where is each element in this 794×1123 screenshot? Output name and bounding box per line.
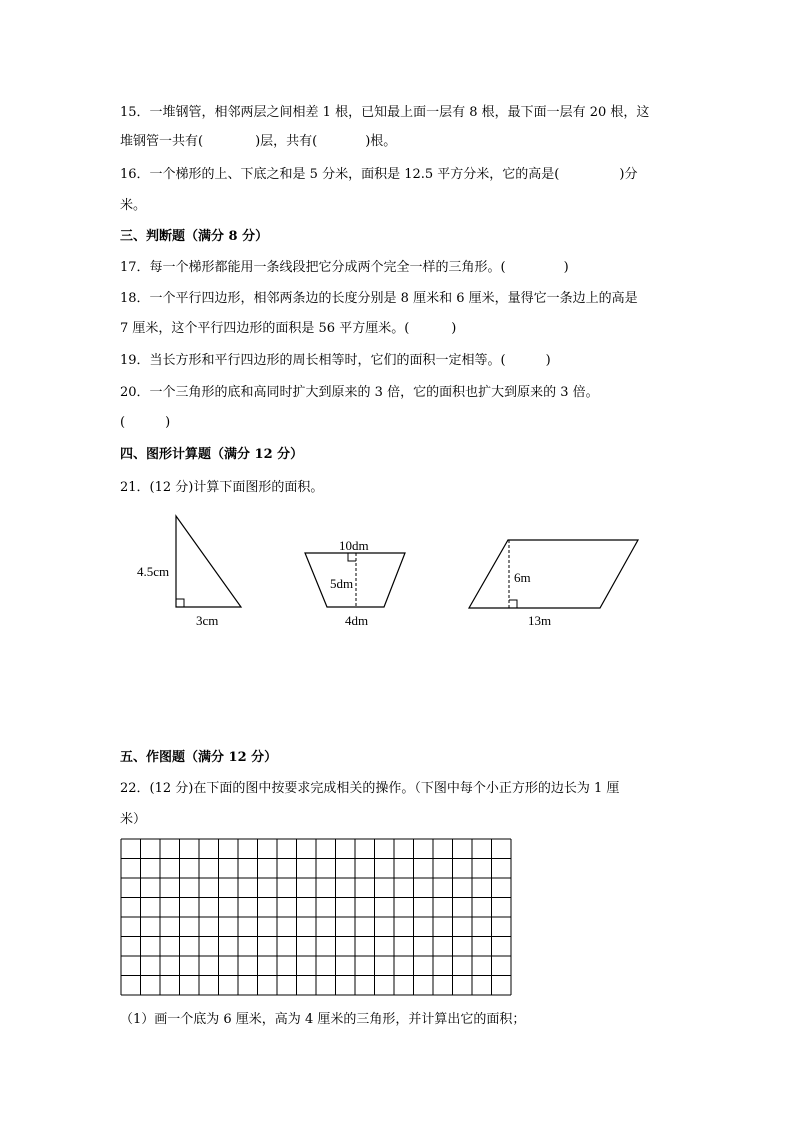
parallelogram-right-angle-mark — [509, 600, 517, 608]
triangle-shape — [176, 516, 241, 607]
q21-figures — [0, 500, 794, 650]
q20-line1: 20．一个三角形的底和高同时扩大到原来的 3 倍，它的面积也扩大到原来的 3 倍。 — [120, 385, 599, 400]
q21-text: 21．(12 分)计算下面图形的面积。 — [120, 480, 324, 495]
q22-line2: 米） — [120, 812, 147, 827]
q22-line1: 22．(12 分)在下面的图中按要求完成相关的操作。（下图中每个小正方形的边长为 1 厘 — [120, 781, 620, 796]
q17 — [120, 259, 569, 277]
q15-text-b: )层，共有( — [255, 134, 318, 149]
parallelogram-base-label: 13m — [528, 613, 552, 628]
section3-title: 三、判断题（满分 8 分） — [120, 229, 269, 244]
q15-line2 — [120, 133, 396, 151]
q17-close: ) — [563, 260, 569, 275]
parallelogram-shape — [469, 540, 638, 608]
section5-title: 五、作图题（满分 12 分） — [120, 750, 278, 765]
q17-text: 17．每一个梯形都能用一条线段把它分成两个完全一样的三角形。( — [120, 260, 506, 275]
q20-line2 — [120, 414, 170, 432]
q15-line1: 15．一堆钢管，相邻两层之间相差 1 根，已知最上面一层有 8 根，最下面一层有 20 根，这 — [120, 105, 650, 120]
q15-text-c: )根。 — [365, 134, 397, 149]
q20-open: ( — [120, 415, 126, 430]
q20-close: ) — [165, 415, 171, 430]
q22-sub1: （1）画一个底为 6 厘米，高为 4 厘米的三角形，并计算出它的面积； — [120, 1012, 526, 1027]
trapezoid-height-label: 5dm — [330, 576, 354, 591]
trapezoid-right-angle-mark — [348, 553, 356, 561]
triangle-right-angle-mark — [176, 599, 184, 607]
q16-line2: 米。 — [120, 198, 147, 213]
q16-text-a: 16．一个梯形的上、下底之和是 5 分米，面积是 12.5 平方分米，它的高是( — [120, 167, 560, 182]
triangle-base-label: 3cm — [196, 613, 219, 628]
triangle-height-label: 4.5cm — [137, 564, 170, 579]
q19-close: ) — [545, 353, 551, 368]
q16-line1 — [120, 166, 637, 184]
trapezoid-top-label: 10dm — [339, 538, 369, 553]
q18-line2 — [120, 320, 456, 338]
section4-title: 四、图形计算题（满分 12 分） — [120, 447, 304, 462]
trapezoid-figure — [305, 538, 405, 628]
q19 — [120, 352, 551, 370]
q18-text: 7 厘米，这个平行四边形的面积是 56 平方厘米。( — [120, 321, 410, 336]
q19-text: 19．当长方形和平行四边形的周长相等时，它们的面积一定相等。( — [120, 353, 506, 368]
parallelogram-height-label: 6m — [514, 570, 531, 585]
q16-text-b: )分 — [619, 167, 638, 182]
q15-text-a: 堆钢管一共有( — [120, 134, 204, 149]
trapezoid-bottom-label: 4dm — [345, 613, 369, 628]
q18-close: ) — [451, 321, 457, 336]
triangle-figure — [137, 516, 241, 628]
q18-line1: 18．一个平行四边形，相邻两条边的长度分别是 8 厘米和 6 厘米，量得它一条边上的高是 — [120, 291, 638, 306]
parallelogram-figure — [469, 540, 638, 628]
drawing-grid[interactable] — [120, 838, 514, 998]
